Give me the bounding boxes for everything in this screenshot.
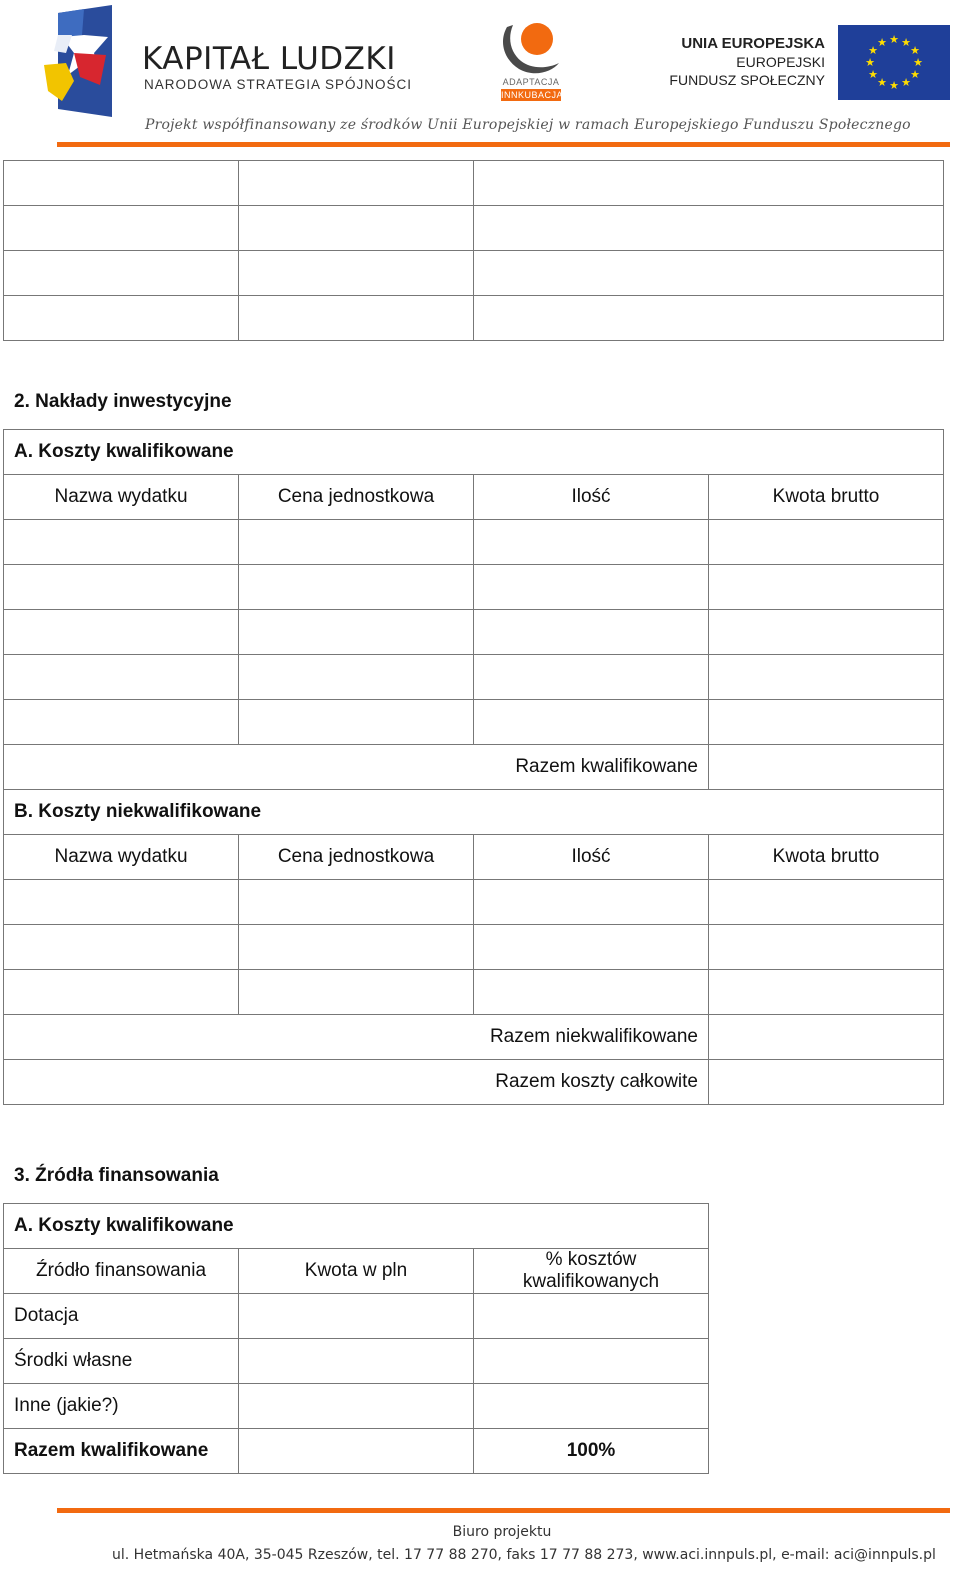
table-cell[interactable] [709,565,944,610]
financing-total-amount[interactable] [239,1429,474,1474]
continuation-table [3,160,944,341]
table-cell[interactable] [239,880,474,925]
footer-divider [57,1508,950,1513]
table-row [4,430,944,475]
part-b-heading: B. Koszty niekwalifikowane [4,790,944,835]
table-row [4,520,944,565]
table-cell[interactable] [239,520,474,565]
total-row [4,1429,709,1474]
column-header: Źródło finansowania [4,1249,239,1294]
table-cell[interactable] [474,206,944,251]
page-header [0,0,960,150]
svg-text:★: ★ [889,79,899,92]
table-cell[interactable] [239,206,474,251]
table-row [4,161,944,206]
eu-label-line1: UNIA EUROPEJSKA [681,35,825,52]
table-row [4,790,944,835]
kapital-ludzki-subtitle: NARODOWA STRATEGIA SPÓJNOŚCI [144,77,413,92]
column-header: Nazwa wydatku [4,475,239,520]
table-cell[interactable] [474,1384,709,1429]
table-cell[interactable] [474,161,944,206]
table-cell[interactable] [239,161,474,206]
table-cell[interactable] [4,251,239,296]
column-header: Kwota w pln [239,1249,474,1294]
svg-text:★: ★ [901,76,911,89]
table-row [4,1384,709,1429]
table-cell[interactable] [474,251,944,296]
table-row [4,610,944,655]
table-cell[interactable] [474,655,709,700]
total-qualified-value[interactable] [709,745,944,790]
table-cell[interactable] [239,1339,474,1384]
eu-label-line3: FUNDUSZ SPOŁECZNY [669,72,825,88]
table-cell[interactable] [4,206,239,251]
section-3-heading: 3. Źródła finansowania [14,1165,219,1186]
table-cell[interactable] [709,925,944,970]
table-cell[interactable] [239,610,474,655]
table-row [4,1204,709,1249]
table-cell[interactable] [4,880,239,925]
table-row [4,970,944,1015]
financing-part-a-heading: A. Koszty kwalifikowane [4,1204,709,1249]
table-cell[interactable] [239,296,474,341]
table-cell[interactable] [474,700,709,745]
total-nonqualified-label: Razem niekwalifikowane [4,1015,709,1060]
table-cell[interactable] [474,520,709,565]
table-cell[interactable] [709,655,944,700]
footer-address: ul. Hetmańska 40A, 35-045 Rzeszów, tel. 17 77 88 270, faks 17 77 88 273, www.aci.innpuls.pl, e-mail: aci@innpuls.pl [112,1547,936,1563]
table-cell[interactable] [709,520,944,565]
footer-office-label: Biuro projektu [452,1524,552,1540]
table-cell[interactable] [4,296,239,341]
financing-sources-table [3,1203,709,1474]
svg-text:★: ★ [865,56,875,69]
cofinancing-statement: Projekt współfinansowany ze środków Unii Europejskiej w ramach Europejskiego Funduszu Społecznego [145,117,911,133]
table-cell[interactable] [474,880,709,925]
svg-text:★: ★ [901,36,911,49]
table-cell[interactable] [474,610,709,655]
svg-text:★: ★ [877,36,887,49]
svg-text:★: ★ [868,44,878,57]
total-qualified-label: Razem kwalifikowane [4,745,709,790]
table-cell[interactable] [474,1294,709,1339]
financing-total-label: Razem kwalifikowane [4,1429,239,1474]
table-cell[interactable] [709,700,944,745]
column-header: % kosztów kwalifikowanych [474,1249,709,1294]
innkubacja-label: INNKUBACJA [501,90,564,100]
row-label-dotacja: Dotacja [4,1294,239,1339]
column-header-row [4,475,944,520]
column-header: Ilość [474,475,709,520]
total-nonqualified-value[interactable] [709,1015,944,1060]
column-header: Cena jednostkowa [239,835,474,880]
total-all-costs-value[interactable] [709,1060,944,1105]
table-cell[interactable] [239,251,474,296]
table-cell[interactable] [474,565,709,610]
table-cell[interactable] [239,700,474,745]
total-row [4,1060,944,1105]
table-cell[interactable] [4,520,239,565]
total-row [4,1015,944,1060]
table-cell[interactable] [239,655,474,700]
table-row [4,296,944,341]
table-cell[interactable] [239,970,474,1015]
svg-text:★: ★ [910,44,920,57]
table-cell[interactable] [239,1294,474,1339]
table-cell[interactable] [4,655,239,700]
table-row [4,565,944,610]
table-row [4,251,944,296]
svg-text:★: ★ [910,68,920,81]
table-cell[interactable] [474,970,709,1015]
column-header: Ilość [474,835,709,880]
table-cell[interactable] [4,925,239,970]
table-cell[interactable] [239,565,474,610]
svg-text:★: ★ [913,56,923,69]
table-row [4,880,944,925]
table-cell[interactable] [474,925,709,970]
svg-text:★: ★ [868,68,878,81]
kapital-ludzki-title: KAPITAŁ LUDZKI [142,41,396,77]
table-cell[interactable] [4,970,239,1015]
total-row [4,745,944,790]
column-header: Kwota brutto [709,475,944,520]
table-cell[interactable] [709,880,944,925]
section-2-heading: 2. Nakłady inwestycyjne [14,391,232,412]
table-cell[interactable] [4,161,239,206]
table-cell[interactable] [4,565,239,610]
part-a-heading: A. Koszty kwalifikowane [4,430,944,475]
table-row [4,1339,709,1384]
header-divider [57,142,950,147]
table-cell[interactable] [709,610,944,655]
table-row [4,206,944,251]
column-header-row [4,1249,709,1294]
table-row [4,1294,709,1339]
table-cell[interactable] [239,925,474,970]
adaptacja-label: ADAPTACJA [502,77,560,87]
table-row [4,925,944,970]
column-header: Nazwa wydatku [4,835,239,880]
table-cell[interactable] [4,610,239,655]
row-label-other: Inne (jakie?) [4,1384,239,1429]
table-cell[interactable] [474,1339,709,1384]
column-header: Kwota brutto [709,835,944,880]
kapital-ludzki-logo [44,5,116,117]
eu-label-line2: EUROPEJSKI [736,54,825,70]
column-header-row [4,835,944,880]
table-cell[interactable] [4,700,239,745]
table-cell[interactable] [239,1384,474,1429]
investment-costs-table [3,429,944,1105]
svg-text:★: ★ [877,76,887,89]
financing-total-percent: 100% [474,1429,709,1474]
column-header: Cena jednostkowa [239,475,474,520]
total-all-costs-label: Razem koszty całkowite [4,1060,709,1105]
svg-text:★: ★ [889,33,899,46]
eu-flag-icon [838,25,950,100]
table-row [4,700,944,745]
row-label-own-funds: Środki własne [4,1339,239,1384]
table-cell[interactable] [709,970,944,1015]
table-row [4,655,944,700]
table-cell[interactable] [474,296,944,341]
